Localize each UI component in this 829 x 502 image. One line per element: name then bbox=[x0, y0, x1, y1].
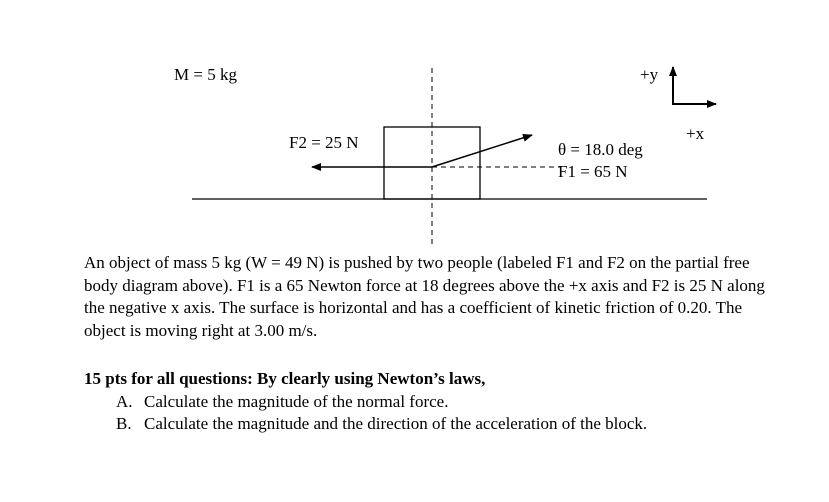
f2-label: F2 = 25 N bbox=[289, 133, 359, 152]
axis-y-label: +y bbox=[640, 65, 659, 84]
questions-heading: 15 pts for all questions: By clearly using Newton’s laws, bbox=[84, 369, 486, 388]
question-letter: B. bbox=[116, 414, 132, 433]
question-text: Calculate the magnitude and the direction of the acceleration of the block. bbox=[144, 414, 648, 433]
question-letter: A. bbox=[116, 392, 133, 411]
axis-x-label: +x bbox=[686, 124, 705, 143]
f1-label: F1 = 65 N bbox=[558, 162, 628, 181]
question-b bbox=[116, 414, 647, 434]
theta-label: θ = 18.0 deg bbox=[558, 140, 643, 159]
mass-label: M = 5 kg bbox=[174, 65, 237, 84]
problem-paragraph: An object of mass 5 kg (W = 49 N) is pushed by two people (labeled F1 and F2 on the partial free body diagram above). F1 is a 65 Newton force at 18 degrees above the +x axis and F2 is 25 N along the negative x axis. The surface is horizontal and has a coefficient of kinetic friction of 0.20. The object is moving right at 3.00 m/s. bbox=[84, 253, 765, 340]
f1-force-arrow bbox=[432, 135, 532, 167]
question-a bbox=[116, 392, 448, 412]
question-text: Calculate the magnitude of the normal force. bbox=[144, 392, 449, 411]
